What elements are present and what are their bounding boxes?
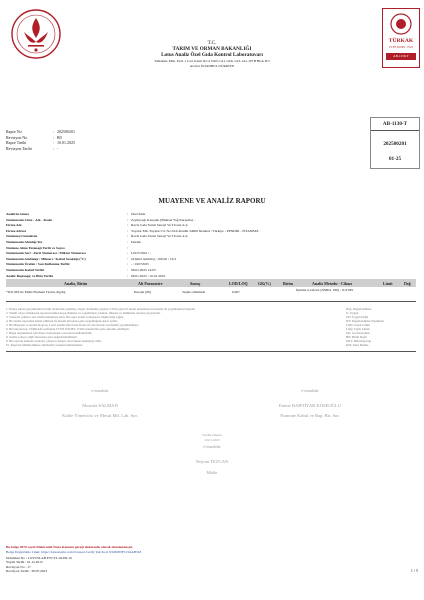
note-line: 8. Analiz sonucu, ilgili mevzuata göre değerlendirilmiştir. [6, 335, 78, 339]
signature-center-name: Neyran TEZCAN [195, 459, 229, 464]
info-value: Orijinal Ambalaj / 100 ml / 16,3 [131, 256, 177, 261]
note-line: 3. Sonuçlar yalnızca test edilen numuneye aittir. Bu rapor analiz sonuçlarına ilişkin bilgi sağlar. [6, 315, 125, 319]
cell-analiz: *ICP-MS ile Multi Element Tayini, mg/kg [6, 290, 66, 294]
info-label: Numunenin Kabul Tarihi [6, 268, 44, 272]
info-value: L01072024 / - [131, 251, 152, 256]
legend-line: LOQ: Tayin Limiti [346, 327, 370, 331]
col-limit: Limit [383, 280, 393, 286]
esign-notice: Bu belge 5070 sayılı Elektronik İmza Kanunu gereği elektronik olarak imzalanmıştır. [6, 545, 133, 549]
signature-left-role: e-imzalıdır [91, 388, 109, 393]
turkak-star-icon [383, 11, 419, 37]
note-line: 5. Bu Muayene ve Analiz Raporu, Lotus Analiz Özel Gıda Kontrol Laboratuvarı tarafından yayımlanmıştır. [6, 323, 139, 327]
info-label: Numune Alma Tutanağı Tarih ve Sayısı [6, 245, 65, 250]
accreditation-report-no: 202500201 [383, 141, 407, 147]
revision-no-label: Revizyon No [6, 134, 28, 140]
note-line: 2. Yetkili onayı olmaksızın raporun kısmen kopyalanması ve çoğaltılması yasaktır. İmzasız ve mühürsüz raporlar geçersizdir. [6, 311, 161, 315]
report-notes [6, 307, 336, 347]
note-line: 1. Deney sahası gerçekleştiren birim tarafından yapılmış, onaylı tarafından yapılan 1/20 ile görevli ulusal akreditasyon kurumu ile yayımlanmış belgedir. [6, 307, 196, 311]
info-value: Pendik [131, 240, 141, 244]
doc-revision-no: Revizyon No : 17 [6, 564, 31, 569]
info-value: Ravla Gıda Tarım Sanayi Ve Ticaret A.Ş. [131, 234, 189, 239]
signature-center-title: Müdür [206, 470, 218, 475]
info-value: 08.01.2025 14:03 [131, 268, 156, 272]
turkak-standard: TS EN ISO/IEC 17025 [389, 46, 413, 49]
note-line: 7. Belge doğrulaması için https://lotusanaliz.com adresi kullanılabilir. [6, 331, 93, 335]
note-line: 9. Bu raporda bulunan sonuçlar, yalnızca deneye tabi tutulan numuneye aittir. [6, 339, 102, 343]
accreditation-suffix: 01-25 [388, 156, 402, 162]
col-parametre: Alt Parametre [138, 280, 163, 286]
legend-line: KM: Kuru Madde [346, 343, 369, 347]
col-analiz: Analiz, Birim [64, 280, 88, 286]
col-gk: GK(%) [258, 280, 271, 286]
page-number: 1 / 5 [410, 568, 418, 573]
lab-name: Lotus Analiz Özel Gıda Kontrol Laboratuvarı [161, 52, 263, 58]
note-line: 6. Bu laboratuvar, TÜRKAK tarafından TS EN ISO/IEC 17025 standardına göre akredite edilmiştir. [6, 327, 130, 331]
col-metot: Analiz Metodu - Cihazı [312, 280, 352, 286]
info-label: Numunenin Cinsi - Adı - Kodu [6, 217, 52, 222]
col-sonuc: Sonuç [190, 280, 201, 286]
doc-revision-date: Revizyon Tarihi : 30.05.2023 [6, 569, 48, 574]
report-date-label: Rapor Tarihi [6, 140, 27, 145]
table-row [6, 288, 416, 300]
info-value: Zeytinyağı Karışımı (Bitkisel Yağ Karışımı) - [131, 217, 195, 222]
doc-number: Doküman No : LOTUSLAB.F.FCTL.02.PR.16 [6, 556, 72, 560]
legend-line: GK: Geri Kazanım [346, 331, 370, 335]
lab-address-2: Avcılar İSTANBUL/TÜRKİYE [189, 64, 235, 68]
legend-line: LOD: Tespit Limiti [346, 323, 370, 327]
doc-info [6, 556, 206, 574]
lab-address-1: Tahtakale Mah. Fırat 1 Cad. Kanit No:4 VAN-1A1-1AK-1A3-1A1-1H B Blok D:5 [154, 59, 270, 63]
note-line: 4. Bu analiz raporunun kabul edilmesi ile kurum mevzuata göre uygunluğuna karar verilir. [6, 319, 118, 323]
verification-link[interactable]: Belge Doğrulama Linki: https://lotusanaliz.com/tr/report/verify Tek Kod: 9346383FC194AB318 [6, 550, 142, 554]
ministry-seal-icon [10, 8, 62, 60]
legend-line: BD: Birim Değil [346, 335, 367, 339]
abbreviation-legend [346, 307, 418, 347]
doc-publish-date: Yayım Tarihi : 01.12.2015 [6, 560, 43, 565]
info-value: Ravla Gıda Tarım Sanayi Ve Ticaret A.Ş. [131, 223, 189, 228]
report-date-value: 10.01.2025 [57, 140, 75, 145]
signature-left-title: Kalite Yöneticisi ve Mesul Md. Lab. Sor. [62, 413, 138, 418]
info-label: Numunenin Seri - Parti Numarası / Miktar Numarası [6, 251, 86, 256]
page-title: MUAYENE VE ANALİZ RAPORU [158, 197, 266, 205]
revision-no-value: B0 [57, 134, 62, 140]
report-no-value: 202500201 [57, 129, 75, 134]
col-deg: Değ [404, 280, 411, 286]
org-line-1: T.C. [207, 40, 217, 46]
revision-date-value: - [57, 145, 59, 151]
info-value: Yayalar Mh. Yayalar Cd. No:10A Pendik 34909 İstanbul / Türkiye - PENDİK - İSTANBUL [131, 228, 260, 233]
accreditation-box [370, 117, 420, 169]
info-label: Firma Adı [6, 223, 22, 228]
turkak-brand: TÜRKAK [388, 38, 414, 44]
note-line: 10. Raporun bütünü dikkate alınmalıdır; kısmen kullanılamaz. [6, 343, 83, 347]
legend-line: U: Uygun [346, 311, 359, 315]
legend-line: Değ: Değerlendirme [346, 307, 372, 311]
cell-lod: 0,007 [232, 290, 240, 294]
info-label: Numunenin Alındığı Yer [6, 240, 43, 244]
approval-date: 10.01.2025 [204, 438, 220, 442]
signature-left-name: Mustafa SALMAN [82, 403, 118, 408]
accreditation-code: AB-1130-T [382, 121, 408, 127]
signature-right-title: Numune Kabul ve Rap. Bir. Sor. [280, 413, 340, 418]
info-label: Analiz Başlangıç ve Bitiş Tarihi [6, 273, 53, 278]
info-value: 08.01.2025 / 10.01.2025 [131, 273, 166, 278]
approval-label: Tasdik Olunur [201, 433, 223, 437]
turkak-logo [382, 8, 420, 68]
col-lod: LOD/LOQ [229, 280, 248, 286]
col-birim: Birim [283, 280, 293, 286]
org-line-2: TARIM VE ORMAN BAKANLIĞI [172, 46, 252, 52]
info-label: Numuneyi Gönderen [6, 234, 38, 239]
revision-date-label: Revizyon Tarihi [6, 145, 32, 151]
results-table-header [6, 279, 416, 287]
info-label: Analizin Amacı [6, 212, 30, 216]
info-label: Firma Adresi [6, 228, 26, 233]
ministry-seal [10, 8, 62, 60]
info-value: Özel İstek [131, 212, 146, 216]
info-value: - / 01072025 [131, 262, 149, 267]
report-no-label: Rapor No [6, 129, 22, 134]
legend-line: MLT: Mikrobiyoloji [346, 339, 372, 343]
signature-center-role: e-imzalıdır [203, 444, 221, 449]
cell-metot: İşletme içi metot (NMKL 186) - ICP MS [296, 288, 354, 292]
signature-right-name: Emine BAHTİYAR KÖSEOĞLU [278, 403, 342, 408]
cell-parametre: Kurşun (Pb) [134, 290, 152, 294]
legend-line: UD: Uygun Değil [346, 315, 369, 319]
report-meta: Rapor No : 202500201 Revizyon No : B0 Rapor Tarihi : 10.01.2025 Revizyon Tarihi : - [6, 129, 75, 151]
info-label: Numunenin Üretim / Son Kullanma Tarihi [6, 262, 70, 267]
info-label: Numunenin Ambalajı / Miktarı / Kabul Sıcaklığı (°C) [6, 256, 86, 261]
signature-right-role: e-imzalıdır [301, 388, 319, 393]
turkak-code: AB-1130-T [386, 53, 416, 60]
cell-sonuc: Tespit edilemedi [182, 290, 206, 294]
legend-line: DY: Değerlendirme Yapılmadı [346, 319, 384, 323]
